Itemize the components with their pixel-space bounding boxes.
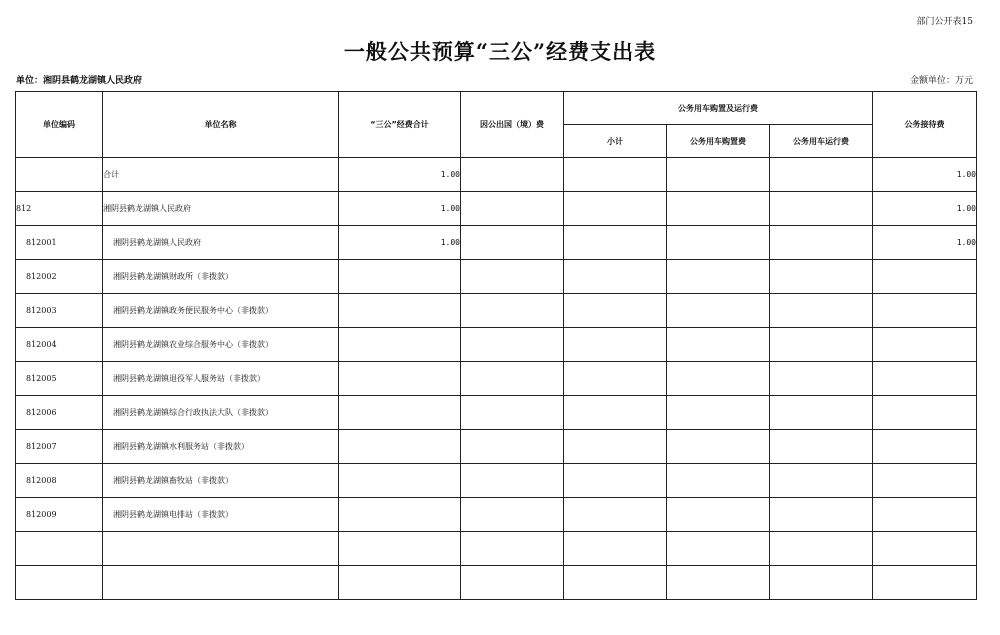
cell-total: [339, 498, 461, 532]
header-vehicle-purchase: 公务用车购置费: [667, 125, 770, 158]
header-unit-name: 单位名称: [103, 92, 339, 158]
cell-total: [339, 430, 461, 464]
cell-reception: 1.00: [873, 158, 977, 192]
cell-name: 湘阴县鹤龙湖镇财政所（非拨款）: [103, 260, 339, 294]
table-row: [16, 396, 977, 430]
cell-subtotal: [564, 532, 667, 566]
cell-reception: 1.00: [873, 192, 977, 226]
cell-purchase: [667, 260, 770, 294]
cell-abroad: [461, 294, 564, 328]
cell-name: 湘阴县鹤龙湖镇人民政府: [103, 226, 339, 260]
cell-purchase: [667, 294, 770, 328]
table-row: [16, 328, 977, 362]
cell-reception: [873, 362, 977, 396]
table-row: [16, 260, 977, 294]
cell-total: 1.00: [339, 158, 461, 192]
cell-abroad: [461, 464, 564, 498]
cell-purchase: [667, 328, 770, 362]
table-row: [16, 532, 977, 566]
table-row: [16, 566, 977, 600]
cell-reception: [873, 532, 977, 566]
cell-subtotal: [564, 260, 667, 294]
amount-unit-label: 金额单位：万元: [909, 76, 973, 86]
table-row: [16, 158, 977, 192]
cell-code: [16, 532, 103, 566]
table-row: [16, 226, 977, 260]
cell-abroad: [461, 158, 564, 192]
cell-abroad: [461, 362, 564, 396]
cell-subtotal: [564, 498, 667, 532]
cell-abroad: [461, 430, 564, 464]
cell-total: [339, 260, 461, 294]
cell-operation: [770, 158, 873, 192]
table-row: [16, 464, 977, 498]
cell-abroad: [461, 328, 564, 362]
cell-code: 812007: [16, 430, 103, 464]
cell-operation: [770, 294, 873, 328]
cell-subtotal: [564, 566, 667, 600]
page-title: 一般公共预算“三公”经费支出表: [343, 39, 657, 64]
cell-total: [339, 464, 461, 498]
cell-operation: [770, 192, 873, 226]
cell-reception: [873, 396, 977, 430]
cell-code: 812009: [16, 498, 103, 532]
cell-total: 1.00: [339, 192, 461, 226]
table-row: [16, 294, 977, 328]
cell-operation: [770, 566, 873, 600]
cell-operation: [770, 430, 873, 464]
cell-subtotal: [564, 328, 667, 362]
unit-label: 单位：湘阴县鹤龙湖镇人民政府: [16, 76, 143, 86]
cell-total: [339, 532, 461, 566]
cell-reception: 1.00: [873, 226, 977, 260]
cell-subtotal: [564, 226, 667, 260]
cell-purchase: [667, 226, 770, 260]
cell-purchase: [667, 532, 770, 566]
cell-abroad: [461, 192, 564, 226]
cell-subtotal: [564, 396, 667, 430]
cell-name: 湘阴县鹤龙湖镇水利服务站（非拨款）: [103, 430, 339, 464]
cell-subtotal: [564, 430, 667, 464]
cell-purchase: [667, 430, 770, 464]
cell-purchase: [667, 464, 770, 498]
cell-name: 湘阴县鹤龙湖镇畜牧站（非拨款）: [103, 464, 339, 498]
cell-purchase: [667, 362, 770, 396]
header-reception: 公务接待费: [873, 92, 977, 158]
cell-name: 合计: [103, 158, 339, 192]
cell-abroad: [461, 566, 564, 600]
cell-abroad: [461, 532, 564, 566]
cell-abroad: [461, 396, 564, 430]
cell-purchase: [667, 566, 770, 600]
cell-operation: [770, 362, 873, 396]
cell-name: [103, 566, 339, 600]
cell-subtotal: [564, 294, 667, 328]
table-row: [16, 498, 977, 532]
cell-reception: [873, 498, 977, 532]
cell-code: [16, 158, 103, 192]
cell-reception: [873, 430, 977, 464]
cell-operation: [770, 328, 873, 362]
cell-code: 812004: [16, 328, 103, 362]
table-row: [16, 430, 977, 464]
cell-abroad: [461, 226, 564, 260]
cell-purchase: [667, 498, 770, 532]
cell-name: 湘阴县鹤龙湖镇电排站（非拨款）: [103, 498, 339, 532]
cell-purchase: [667, 192, 770, 226]
cell-name: [103, 532, 339, 566]
form-number: 部门公开表15: [916, 17, 973, 27]
cell-reception: [873, 566, 977, 600]
cell-code: 812: [16, 192, 103, 226]
cell-total: [339, 396, 461, 430]
cell-code: 812001: [16, 226, 103, 260]
cell-subtotal: [564, 192, 667, 226]
cell-total: 1.00: [339, 226, 461, 260]
cell-operation: [770, 532, 873, 566]
cell-total: [339, 566, 461, 600]
header-subtotal: 小计: [564, 125, 667, 158]
cell-name: 湘阴县鹤龙湖镇人民政府: [103, 192, 339, 226]
cell-name: 湘阴县鹤龙湖镇农业综合服务中心（非拨款）: [103, 328, 339, 362]
cell-operation: [770, 498, 873, 532]
cell-reception: [873, 260, 977, 294]
cell-reception: [873, 328, 977, 362]
cell-abroad: [461, 498, 564, 532]
cell-subtotal: [564, 362, 667, 396]
cell-code: 812002: [16, 260, 103, 294]
three-public-expense-table: [15, 91, 977, 600]
cell-operation: [770, 396, 873, 430]
cell-operation: [770, 464, 873, 498]
cell-code: 812003: [16, 294, 103, 328]
cell-code: [16, 566, 103, 600]
cell-abroad: [461, 260, 564, 294]
header-unit-code: 单位编码: [16, 92, 103, 158]
table-row: [16, 362, 977, 396]
header-total: “三公”经费合计: [339, 92, 461, 158]
cell-operation: [770, 260, 873, 294]
cell-purchase: [667, 396, 770, 430]
cell-reception: [873, 294, 977, 328]
cell-code: 812008: [16, 464, 103, 498]
table-row: [16, 192, 977, 226]
header-vehicle-operation: 公务用车运行费: [770, 125, 873, 158]
cell-total: [339, 328, 461, 362]
header-abroad: 因公出国（境）费: [461, 92, 564, 158]
cell-subtotal: [564, 158, 667, 192]
cell-total: [339, 294, 461, 328]
cell-name: 湘阴县鹤龙湖镇综合行政执法大队（非拨款）: [103, 396, 339, 430]
cell-subtotal: [564, 464, 667, 498]
cell-operation: [770, 226, 873, 260]
cell-code: 812006: [16, 396, 103, 430]
cell-code: 812005: [16, 362, 103, 396]
cell-name: 湘阴县鹤龙湖镇政务便民服务中心（非拨款）: [103, 294, 339, 328]
cell-total: [339, 362, 461, 396]
cell-reception: [873, 464, 977, 498]
cell-name: 湘阴县鹤龙湖镇退役军人服务站（非拨款）: [103, 362, 339, 396]
header-vehicle-group: 公务用车购置及运行费: [564, 92, 873, 125]
cell-purchase: [667, 158, 770, 192]
